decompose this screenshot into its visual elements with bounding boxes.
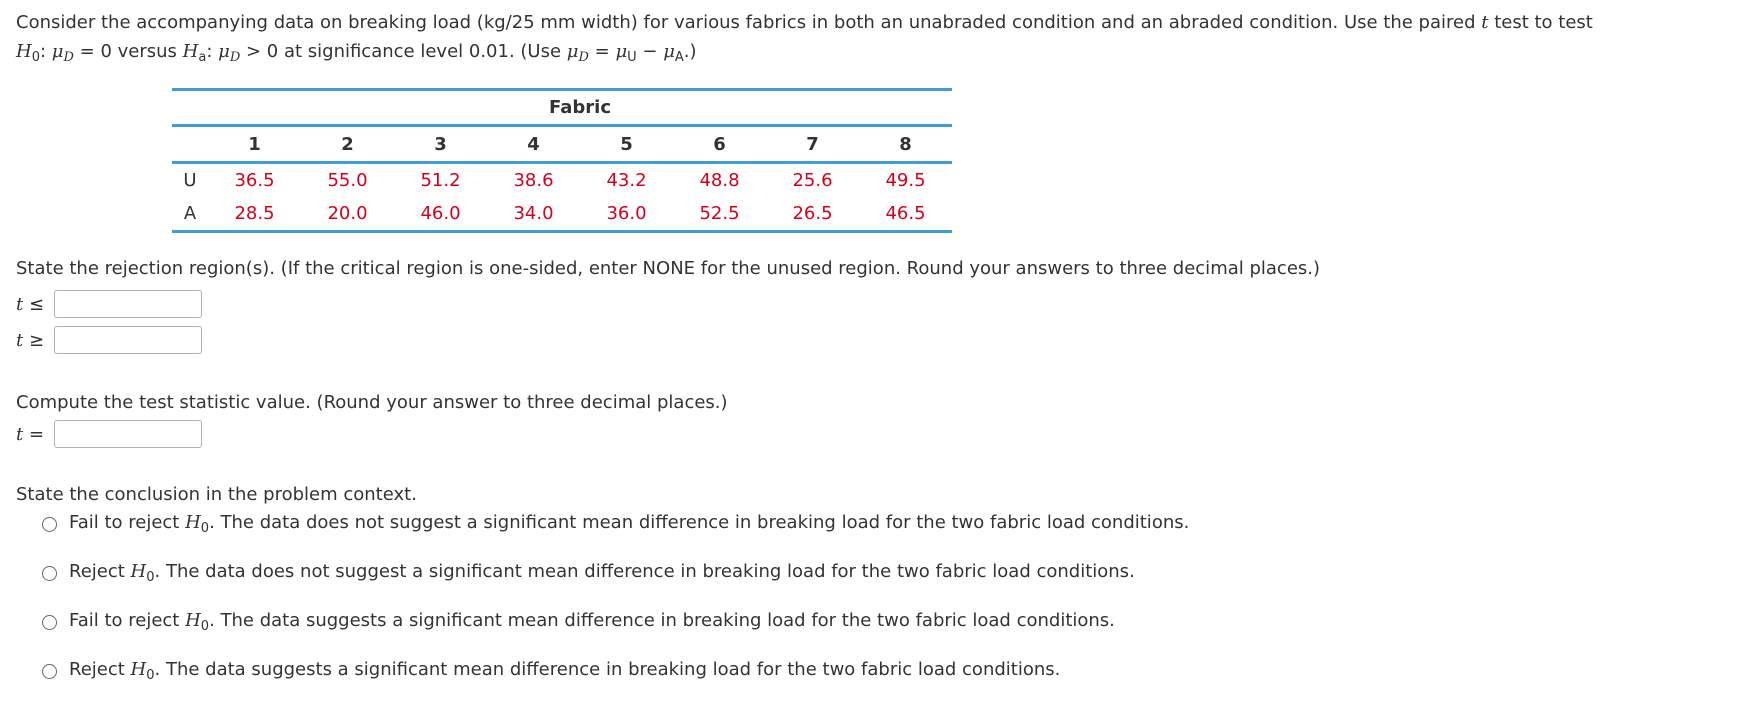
- row-label: U: [172, 163, 208, 198]
- table-row-unabraded: [172, 163, 952, 198]
- conclusion-prompt: State the conclusion in the problem context.: [16, 484, 417, 505]
- table-row-abraded: [172, 197, 952, 232]
- row-label: A: [172, 197, 208, 232]
- conclusion-option-1[interactable]: [42, 510, 1189, 538]
- question-intro: Consider the accompanying data on breaking load (kg/25 mm width) for various fabrics in both an unabraded condition and an abraded condition. Use the paired t test to test $H_0$: $\mu_D = 0$ versus $H_a$: $\mu_D > 0$ at significance level 0.01. (Use $\mu_D = \mu_U - \mu_A$.): [16, 12, 1593, 65]
- conclusion-option-2[interactable]: [42, 559, 1135, 587]
- table-cell: 26.5: [766, 197, 859, 232]
- rejection-upper-input[interactable]: [54, 326, 202, 354]
- option-label: Reject $H_0$. The data does not suggest a significant mean difference in breaking load for the two fabric load conditions.: [69, 561, 1135, 585]
- fabric-data-table: [172, 88, 952, 233]
- conclusion-option-3[interactable]: [42, 608, 1115, 636]
- column-header: 3: [394, 126, 487, 163]
- radio-button[interactable]: [42, 566, 57, 581]
- test-statistic-prompt: Compute the test statistic value. (Round your answer to three decimal places.): [16, 392, 728, 413]
- radio-button[interactable]: [42, 615, 57, 630]
- conclusion-option-4[interactable]: [42, 657, 1060, 685]
- table-cell: 52.5: [673, 197, 766, 232]
- test-statistic-row: [16, 418, 202, 450]
- table-cell: 34.0: [487, 197, 580, 232]
- table-header-row: [172, 126, 952, 163]
- table-cell: 55.0: [301, 163, 394, 198]
- rejection-lower-row: [16, 288, 202, 320]
- table-cell: 46.0: [394, 197, 487, 232]
- table-cell: 28.5: [208, 197, 301, 232]
- column-header: 5: [580, 126, 673, 163]
- table-cell: 36.5: [208, 163, 301, 198]
- column-header: 4: [487, 126, 580, 163]
- rejection-region-prompt: State the rejection region(s). (If the critical region is one-sided, enter NONE for the unused region. Round your answers to three decimal places.): [16, 258, 1321, 279]
- column-header: 1: [208, 126, 301, 163]
- test-statistic-input[interactable]: [54, 420, 202, 448]
- rejection-lower-label: t ≤: [16, 293, 45, 315]
- table-title-row: [172, 90, 952, 126]
- column-header: 7: [766, 126, 859, 163]
- rejection-upper-row: [16, 324, 202, 356]
- table-cell: 43.2: [580, 163, 673, 198]
- column-header: 2: [301, 126, 394, 163]
- column-header: 8: [859, 126, 952, 163]
- table-cell: 20.0: [301, 197, 394, 232]
- table-cell: 51.2: [394, 163, 487, 198]
- test-statistic-label: t =: [16, 423, 45, 445]
- table-cell: 48.8: [673, 163, 766, 198]
- option-label: Reject $H_0$. The data suggests a significant mean difference in breaking load for the two fabric load conditions.: [69, 659, 1061, 683]
- table-cell: 25.6: [766, 163, 859, 198]
- radio-button[interactable]: [42, 517, 57, 532]
- column-header: 6: [673, 126, 766, 163]
- option-label: Fail to reject $H_0$. The data does not suggest a significant mean difference in breaking load for the two fabric load conditions.: [69, 512, 1190, 536]
- option-label: Fail to reject $H_0$. The data suggests a significant mean difference in breaking load for the two fabric load conditions.: [69, 610, 1115, 634]
- table-cell: 36.0: [580, 197, 673, 232]
- table-cell: 46.5: [859, 197, 952, 232]
- table-cell: 49.5: [859, 163, 952, 198]
- fabric-data-table-wrapper: [172, 88, 952, 233]
- table-cell: 38.6: [487, 163, 580, 198]
- rejection-upper-label: t ≥: [16, 329, 45, 351]
- table-title: Fabric: [208, 90, 952, 126]
- radio-button[interactable]: [42, 664, 57, 679]
- rejection-lower-input[interactable]: [54, 290, 202, 318]
